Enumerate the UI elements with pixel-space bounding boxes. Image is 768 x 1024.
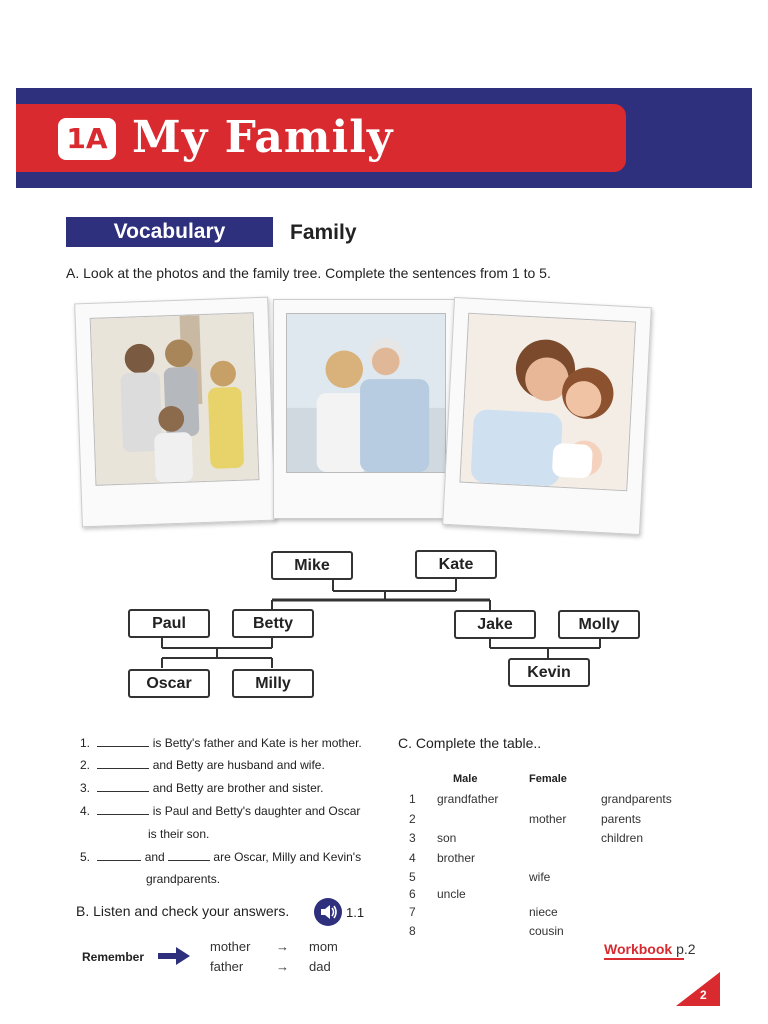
tree-node-kevin: Kevin: [508, 658, 590, 687]
sentence-5-continued: [146, 872, 220, 886]
table-cell-male: brother: [437, 851, 476, 865]
sentence-text: is Betty's father and Kate is her mother.: [152, 736, 362, 750]
audio-speaker-icon[interactable]: [314, 898, 342, 926]
workbook-page: p.2: [676, 941, 696, 957]
section-topic: Family: [290, 221, 357, 244]
page-number: 2: [700, 988, 707, 1002]
sentence-number: 1.: [80, 736, 91, 750]
table-cell-number: 3: [409, 831, 416, 845]
table-cell-male: grandfather: [437, 792, 499, 806]
table-cell-female: wife: [529, 870, 551, 884]
workbook-label: Workbook: [604, 941, 673, 957]
sentence-2: [80, 758, 325, 772]
table-cell-male: uncle: [437, 887, 466, 901]
remember-arrow: →: [276, 939, 289, 954]
sentence-text: are Oscar, Milly and Kevin's: [213, 850, 362, 864]
table-cell-number: 1: [409, 792, 416, 806]
exercise-b-instruction: B. Listen and check your answers.: [76, 903, 290, 919]
sentence-text: grandparents.: [146, 872, 221, 886]
table-cell-plural: parents: [601, 812, 642, 826]
answer-blank[interactable]: [168, 851, 210, 861]
tree-node-oscar: Oscar: [128, 669, 210, 698]
table-cell-number: 2: [409, 812, 416, 826]
table-cell-plural: grandparents: [601, 792, 672, 806]
page-corner-tab: [676, 972, 720, 1006]
table-cell-female: niece: [529, 905, 558, 919]
section-label: Vocabulary: [66, 217, 273, 247]
table-cell-plural: children: [601, 831, 644, 845]
answer-blank[interactable]: [97, 759, 149, 769]
sentence-number: 2.: [80, 758, 91, 772]
remember-to: mom: [309, 939, 338, 954]
family-of-four-photo: [74, 297, 276, 528]
table-cell-female: mother: [529, 812, 567, 826]
tree-node-kate: Kate: [415, 550, 497, 579]
grandparents-couple-photo: [273, 299, 457, 519]
answer-blank[interactable]: [97, 737, 149, 747]
table-header-female: Female: [529, 773, 567, 785]
table-cell-number: 8: [409, 924, 416, 938]
exercise-c-instruction: C. Complete the table..: [398, 735, 542, 751]
tree-node-milly: Milly: [232, 669, 314, 698]
answer-blank[interactable]: [97, 805, 149, 815]
workbook-reference: [604, 941, 696, 957]
table-cell-male: son: [437, 831, 457, 845]
tree-node-molly: Molly: [558, 610, 640, 639]
parents-with-baby-photo: [442, 297, 652, 535]
tree-node-betty: Betty: [232, 609, 314, 638]
answer-blank[interactable]: [97, 851, 141, 861]
audio-track-number: 1.1: [346, 905, 365, 920]
sentence-text: and Betty are husband and wife.: [152, 758, 325, 772]
unit-title: My Family: [132, 112, 394, 163]
unit-code-badge: 1A: [58, 118, 116, 160]
exercise-a-instruction: A. Look at the photos and the family tree. Complete the sentences from 1 to 5.: [66, 265, 551, 281]
sentence-number: 3.: [80, 781, 91, 795]
sentence-text: is their son.: [148, 827, 210, 841]
tree-node-mike: Mike: [271, 551, 353, 580]
table-cell-number: 6: [409, 887, 416, 901]
sentence-5: [80, 850, 361, 864]
remember-from: mother: [210, 939, 251, 954]
sentence-text: is Paul and Betty's daughter and Oscar: [152, 804, 361, 818]
sentence-1: [80, 736, 362, 750]
table-cell-number: 7: [409, 905, 416, 919]
remember-arrow: →: [276, 959, 289, 974]
remember-from: father: [210, 959, 244, 974]
table-cell-number: 5: [409, 870, 416, 884]
sentence-text: and Betty are brother and sister.: [152, 781, 324, 795]
sentence-text: and: [144, 850, 165, 864]
sentence-number: 4.: [80, 804, 91, 818]
sentence-4: [80, 804, 360, 818]
table-cell-female: cousin: [529, 924, 564, 938]
sentence-number: 5.: [80, 850, 91, 864]
remember-label: Remember: [82, 950, 145, 964]
table-cell-number: 4: [409, 851, 416, 865]
answer-blank[interactable]: [97, 782, 149, 792]
tree-node-jake: Jake: [454, 610, 536, 639]
tree-node-paul: Paul: [128, 609, 210, 638]
workbook-underline: [604, 958, 684, 960]
remember-to: dad: [309, 959, 331, 974]
table-header-male: Male: [453, 773, 478, 785]
arrow-right-icon: [158, 945, 190, 967]
sentence-4-continued: [148, 827, 209, 841]
sentence-3: [80, 781, 323, 795]
